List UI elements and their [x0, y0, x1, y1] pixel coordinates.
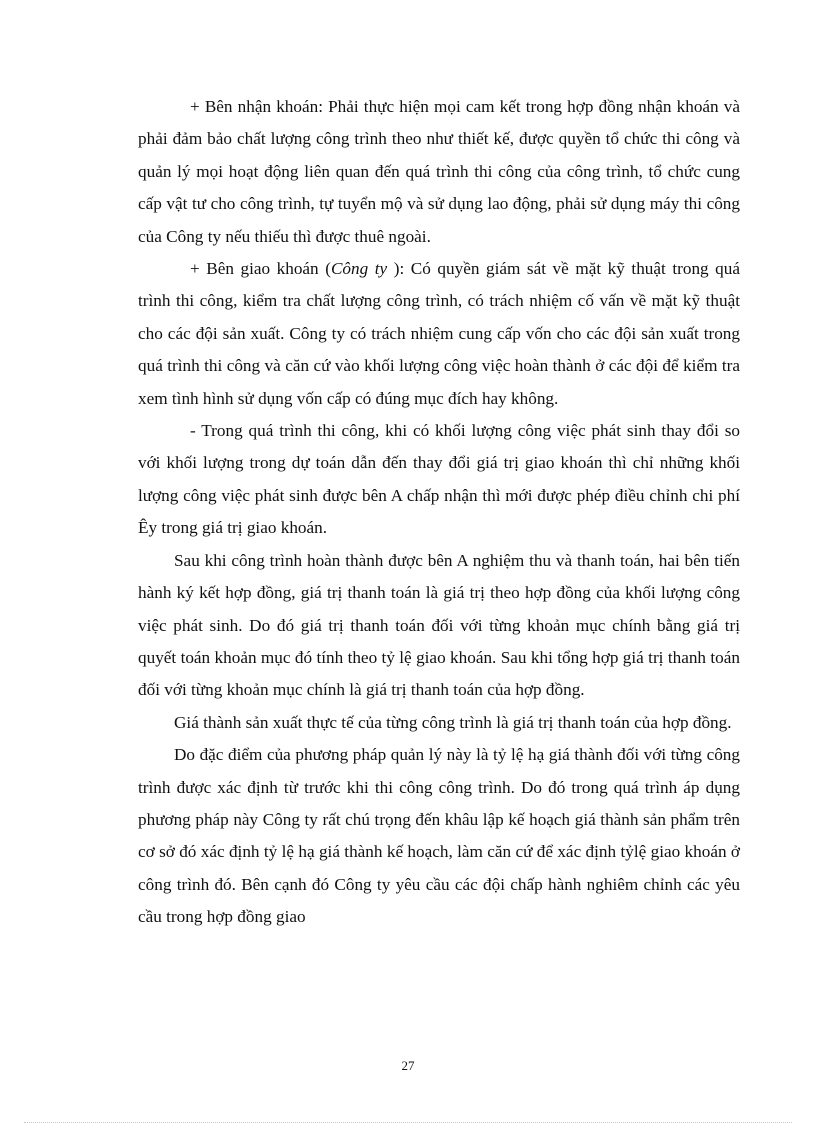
paragraph-management-method: Do đặc điểm của phương pháp quản lý này là tỷ lệ hạ giá thành đối với từng công trình được xác định từ trước khi thi công công trình. Do đó trong quá trình áp dụng phương pháp này Công ty rất chú trọng đến khâu lập kế hoạch giá thành sản phẩm trên cơ sở đó xác định tỷ lệ hạ giá thành kế hoạch, làm căn cứ để xác định tỷlệ giao khoán ở công trình đó. Bên cạnh đó Công ty yêu cầu các đội chấp hành nghiêm chỉnh các yêu cầu trong hợp đồng giao: [138, 745, 740, 927]
paragraph-settlement: Sau khi công trình hoàn thành được bên A nghiệm thu và thanh toán, hai bên tiến hành ký kết hợp đồng, giá trị thanh toán là giá trị theo hợp đồng của khối lượng công việc phát sinh. Do đó giá trị thanh toán đối với từng khoản mục chính bằng giá trị quyết toán khoản mục đó tính theo tỷ lệ giao khoán. Sau khi tổng hợp giá trị thanh toán đối với từng khoản mục chính là giá trị thanh toán của hợp đồng.: [138, 550, 740, 700]
paragraph-actual-cost: Giá thành sản xuất thực tế của từng công trình là giá trị thanh toán của hợp đồng.: [174, 712, 732, 732]
paragraph-client-lead: + Bên giao khoán (: [190, 259, 331, 279]
paragraph-contractor: + Bên nhận khoán: Phải thực hiện mọi cam kết trong hợp đồng nhận khoán và phải đảm bảo chất lượng công trình theo như thiết kế, được quyền tổ chức thi công và quản lý mọi hoạt động liên quan đến quá trình thi công của công trình, tổ chức cung cấp vật tư cho công trình, tự tuyển mộ và sử dụng lao động, phải sử dụng máy thi công của Công ty nếu thiếu thì được thuê ngoài.: [138, 97, 740, 246]
page-number: 27: [401, 1058, 415, 1073]
paragraph-client: [138, 253, 740, 415]
company-italic-text: Công ty: [330, 259, 388, 279]
paragraph-client-body: ): Có quyền giám sát về mặt kỹ thuật trong quá trình thi công, kiểm tra chất lượng công trình, có trách nhiệm cố vấn về mặt kỹ thuật cho các đội sản xuất. Công ty có trách nhiệm cung cấp vốn cho các đội sản xuất trong quá trình thi công và căn cứ vào khối lượng công việc hoàn thành ở các đội để kiểm tra xem tình hình sử dụng vốn cấp có đúng mục đích hay không.: [138, 259, 741, 408]
paragraph-arising-work: - Trong quá trình thi công, khi có khối lượng công việc phát sinh thay đổi so với khối lượng trong dự toán dẫn đến thay đổi giá trị giao khoán thì chỉ những khối lượng công việc phát sinh được bên A chấp nhận thì mới được phép điều chỉnh chi phí Êy trong giá trị giao khoán.: [138, 421, 740, 538]
document-body: [138, 91, 740, 934]
